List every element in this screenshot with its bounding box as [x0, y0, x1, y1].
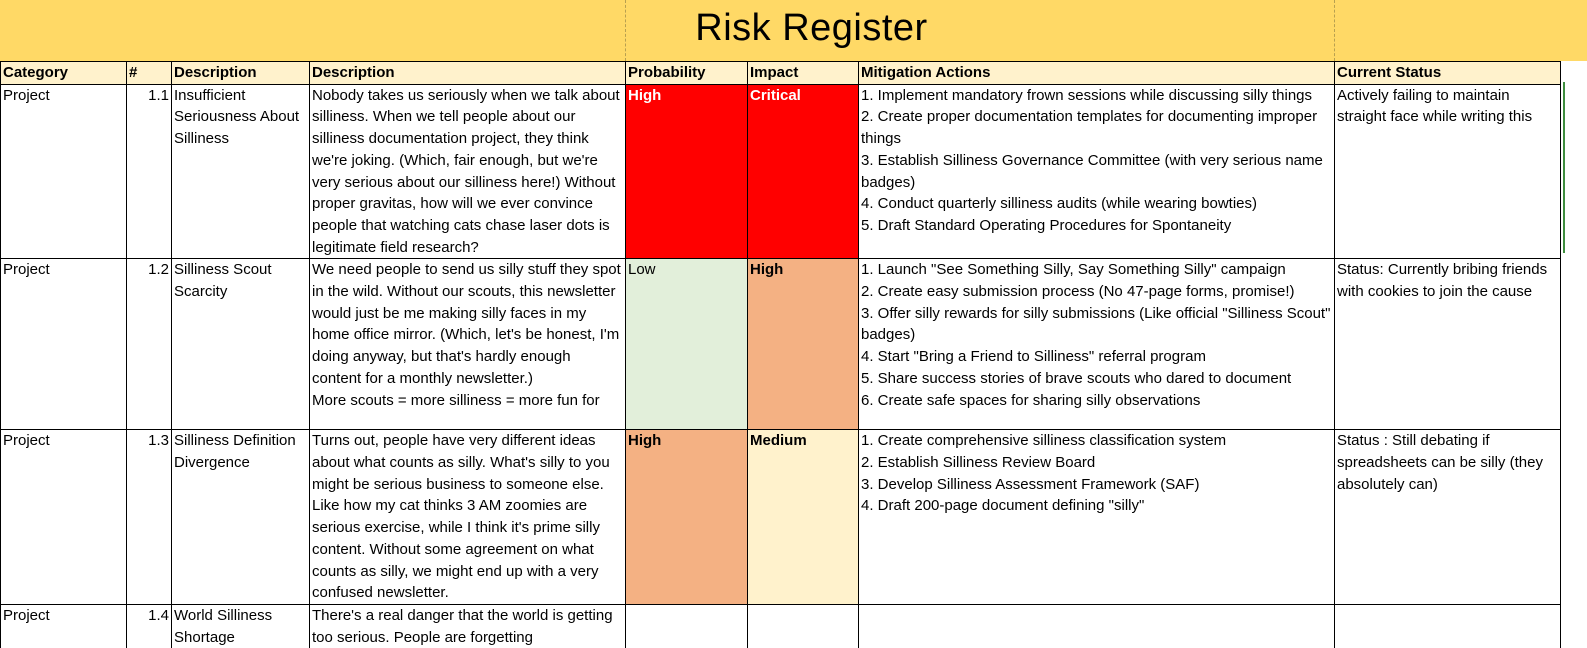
name-cell[interactable]: Insufficient Seriousness About Silliness — [172, 84, 310, 259]
mitigation-item: 6. Create safe spaces for sharing silly observations — [861, 391, 1201, 409]
name-cell[interactable]: Silliness Scout Scarcity — [172, 259, 310, 430]
status-cell[interactable] — [1335, 604, 1561, 648]
column-divider — [625, 0, 626, 61]
description-cell[interactable] — [310, 84, 626, 259]
impact-cell[interactable] — [748, 604, 859, 648]
header-category[interactable]: Category — [1, 62, 127, 85]
mitigation-item: 2. Establish Silliness Review Board — [861, 454, 1096, 472]
mitigation-item: 5. Draft Standard Operating Procedures for Spontaneity — [861, 216, 1232, 234]
selection-edge — [1563, 82, 1565, 253]
description-text: We need people to send us silly stuff they spot in the wild. Without our scouts, this newsletter would just be me making silly faces in my home office mirror. (Which, let's be honest, I'm doing anyway, but that's hardly enough content for a monthly newsletter.) — [312, 261, 621, 387]
description-cell[interactable] — [310, 430, 626, 605]
probability-cell[interactable]: High — [626, 84, 748, 259]
description-cell[interactable] — [310, 259, 626, 430]
probability-cell[interactable]: Low — [626, 259, 748, 430]
header-mitigation[interactable]: Mitigation Actions — [859, 62, 1335, 85]
status-cell[interactable]: Status: Currently bribing friends with cookies to join the cause — [1335, 259, 1561, 430]
mitigation-item: 4. Draft 200-page document defining "silly" — [861, 497, 1145, 515]
mitigation-item: 3. Offer silly rewards for silly submissions (Like official "Silliness Scout" badges) — [861, 304, 1331, 344]
description-text: Nobody takes us seriously when we talk about silliness. When we tell people about our silliness documentation project, they think we're joking. (Which, fair enough, but we're very serious about our silliness here!) Without proper gravitas, how will we ever convince people that watching cats chase laser dots is legitimate field research? — [312, 86, 620, 256]
description-cell[interactable]: There's a real danger that the world is getting too serious. People are forgetting — [310, 604, 626, 648]
number-cell[interactable]: 1.1 — [127, 84, 172, 259]
category-cell[interactable]: Project — [1, 84, 127, 259]
risk-table — [0, 61, 1561, 648]
status-cell[interactable]: Actively failing to maintain straight face while writing this — [1335, 84, 1561, 259]
header-impact[interactable]: Impact — [748, 62, 859, 85]
mitigation-item: 3. Establish Silliness Governance Committee (with very serious name badges) — [861, 151, 1323, 191]
category-cell[interactable]: Project — [1, 604, 127, 648]
mitigation-item: 5. Share success stories of brave scouts who dared to document — [861, 369, 1292, 387]
mitigation-item: 4. Conduct quarterly silliness audits (while wearing bowties) — [861, 195, 1258, 213]
mitigation-cell[interactable] — [859, 430, 1335, 605]
header-description[interactable]: Description — [310, 62, 626, 85]
name-cell[interactable]: Silliness Definition Divergence — [172, 430, 310, 605]
status-cell[interactable]: Status : Still debating if spreadsheets can be silly (they absolutely can) — [1335, 430, 1561, 605]
table-row — [1, 604, 1561, 648]
probability-cell[interactable] — [626, 604, 748, 648]
mitigation-item: 4. Start "Bring a Friend to Silliness" referral program — [861, 348, 1206, 366]
number-cell[interactable]: 1.2 — [127, 259, 172, 430]
header-number[interactable]: # — [127, 62, 172, 85]
mitigation-cell[interactable] — [859, 84, 1335, 259]
mitigation-item: 1. Implement mandatory frown sessions while discussing silly things — [861, 86, 1313, 104]
category-cell[interactable]: Project — [1, 430, 127, 605]
page-title: Risk Register — [695, 7, 928, 49]
impact-cell[interactable]: High — [748, 259, 859, 430]
mitigation-item: 2. Create proper documentation templates for documenting improper things — [861, 108, 1318, 148]
mitigation-cell[interactable] — [859, 259, 1335, 430]
mitigation-item: 3. Develop Silliness Assessment Framework (SAF) — [861, 475, 1200, 493]
number-cell[interactable]: 1.3 — [127, 430, 172, 605]
name-cell[interactable]: World Silliness Shortage — [172, 604, 310, 648]
impact-cell[interactable]: Medium — [748, 430, 859, 605]
header-name[interactable]: Description — [172, 62, 310, 85]
impact-cell[interactable]: Critical — [748, 84, 859, 259]
mitigation-item: 1. Create comprehensive silliness classification system — [861, 432, 1227, 450]
mitigation-cell[interactable] — [859, 604, 1335, 648]
mitigation-item: 1. Launch "See Something Silly, Say Something Silly" campaign — [861, 261, 1286, 279]
header-status[interactable]: Current Status — [1335, 62, 1561, 85]
category-cell[interactable]: Project — [1, 259, 127, 430]
header-probability[interactable]: Probability — [626, 62, 748, 85]
column-divider — [1334, 0, 1335, 61]
probability-cell[interactable]: High — [626, 430, 748, 605]
description-text: Turns out, people have very different ideas about what counts as silly. What's silly to you might be serious business to someone else. Like how my cat thinks 3 AM zoomies are serious exercise, while I think it's prime silly content. Without some agreement on what counts as silly, we might end up with a very confused newsletter. — [312, 432, 610, 602]
mitigation-item: 2. Create easy submission process (No 47-page forms, promise!) — [861, 283, 1295, 301]
description-text-extra: More scouts = more silliness = more fun for — [312, 391, 600, 409]
table-row — [1, 259, 1561, 430]
table-row — [1, 430, 1561, 605]
table-row — [1, 84, 1561, 259]
number-cell[interactable]: 1.4 — [127, 604, 172, 648]
header-row — [1, 62, 1561, 85]
